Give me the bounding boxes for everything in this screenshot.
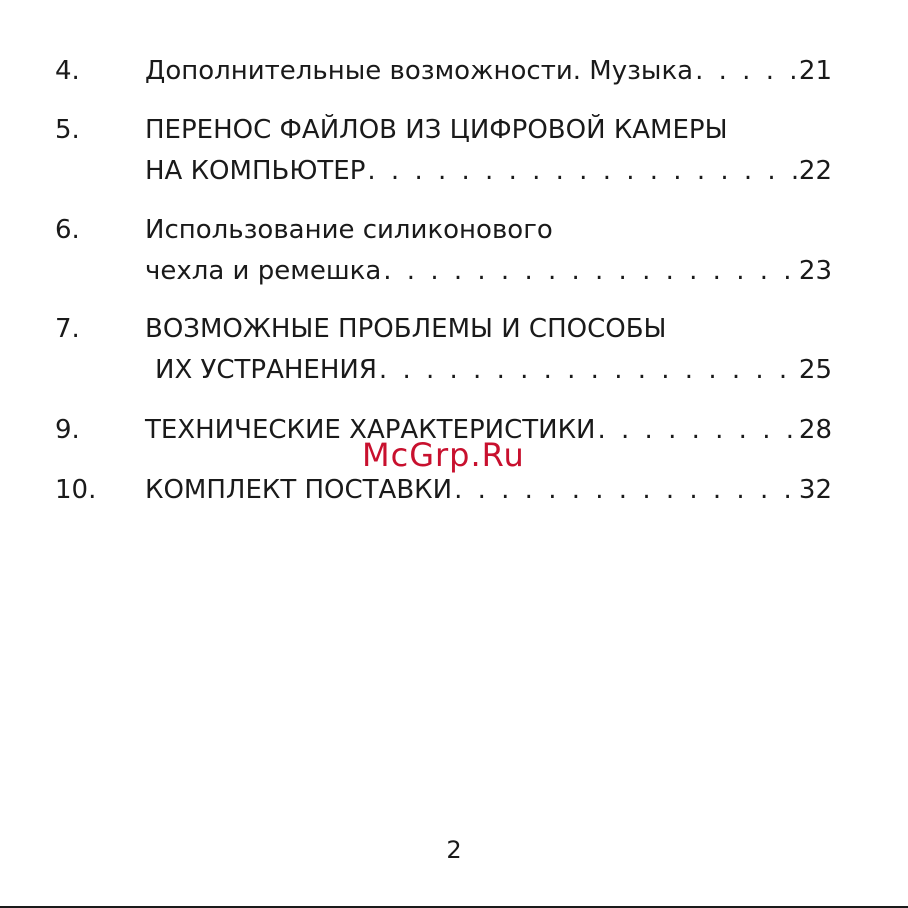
entry-body <box>145 51 832 92</box>
dot-leader <box>695 51 797 92</box>
entry-body <box>145 110 832 192</box>
entry-page-number: 23 <box>798 256 832 286</box>
entry-title: ИХ УСТРАНЕНИЯ <box>155 355 377 385</box>
dot-leader <box>367 151 797 192</box>
entry-title: ТЕХНИЧЕСКИЕ ХАРАКТЕРИСТИКИ <box>145 415 596 445</box>
watermark: McGrp.Ru <box>362 436 525 474</box>
entry-body <box>145 210 832 292</box>
toc-entry-7[interactable] <box>55 309 832 391</box>
entry-last-line <box>145 251 832 292</box>
entry-page-number: 28 <box>798 415 832 445</box>
toc-entry-4[interactable] <box>55 51 832 92</box>
entry-title: чехла и ремешка <box>145 256 382 286</box>
entry-page-number: 25 <box>798 355 832 385</box>
entry-number: 4. <box>55 56 80 86</box>
entry-title-line: ПЕРЕНОС ФАЙЛОВ ИЗ ЦИФРОВОЙ КАМЕРЫ <box>145 115 728 145</box>
dot-leader <box>383 251 797 292</box>
dot-leader <box>597 410 796 451</box>
entry-last-line <box>145 51 832 92</box>
entry-last-line <box>145 350 832 391</box>
toc-entry-6[interactable] <box>55 210 832 292</box>
entry-number: 10. <box>55 475 97 505</box>
entry-page-number: 32 <box>798 475 832 505</box>
entry-last-line <box>145 151 832 192</box>
toc-entry-10[interactable] <box>55 470 832 511</box>
entry-title: Дополнительные возможности. Музыка <box>145 56 694 86</box>
entry-number: 5. <box>55 115 80 145</box>
entry-title-line: ВОЗМОЖНЫЕ ПРОБЛЕМЫ И СПОСОБЫ <box>145 314 667 344</box>
dot-leader <box>454 470 797 511</box>
entry-page-number: 21 <box>798 56 832 86</box>
entry-page-number: 22 <box>798 156 832 186</box>
entry-title: КОМПЛЕКТ ПОСТАВКИ <box>145 475 453 505</box>
entry-number: 9. <box>55 415 80 445</box>
entry-last-line <box>145 470 832 511</box>
entry-number: 6. <box>55 215 80 245</box>
dot-leader <box>379 350 797 391</box>
entry-title-line: Использование силиконового <box>145 215 553 245</box>
entry-body <box>145 309 832 391</box>
toc-entry-5[interactable] <box>55 110 832 192</box>
entry-number: 7. <box>55 314 80 344</box>
entry-body <box>145 470 832 511</box>
page-number: 2 <box>446 836 462 864</box>
entry-title: НА КОМПЬЮТЕР <box>145 156 366 186</box>
